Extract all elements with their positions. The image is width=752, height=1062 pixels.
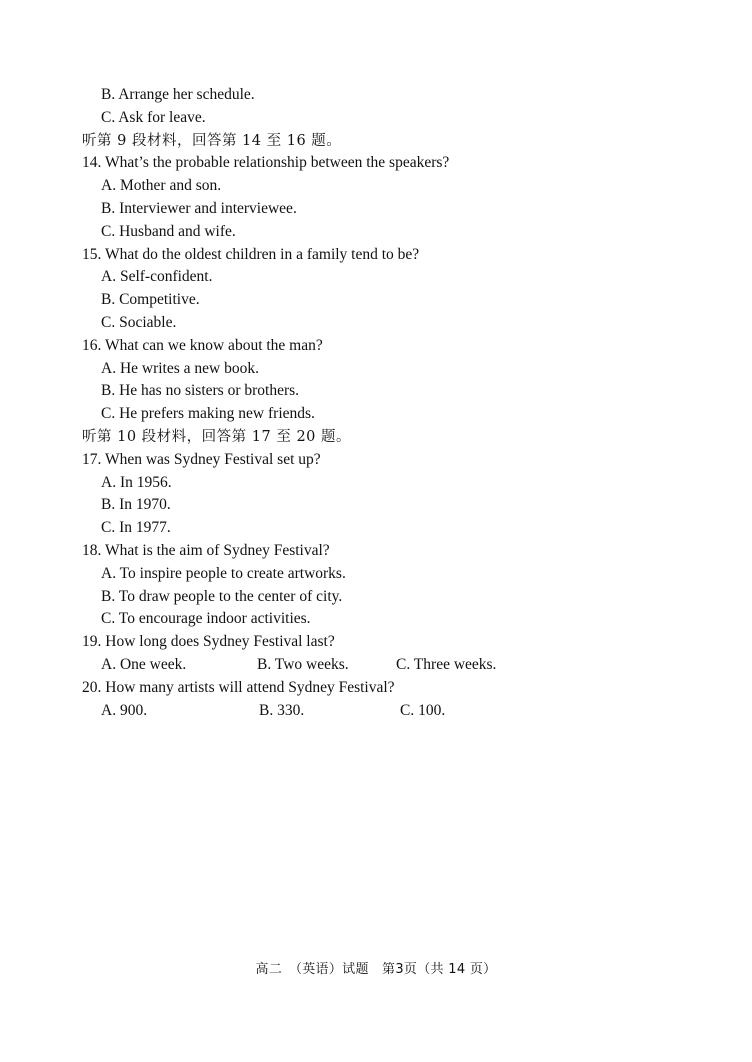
- page-footer: 高二 （英语）试题 第3页（共 14 页）: [255, 962, 497, 977]
- options-20: [82, 700, 722, 723]
- option-20b: B. 330.: [259, 701, 305, 719]
- option-17c: C. In 1977.: [101, 519, 171, 537]
- option-18b: B. To draw people to the center of city.: [101, 587, 343, 605]
- option-16b: B. He has no sisters or brothers.: [101, 382, 300, 400]
- question-list: [82, 84, 722, 722]
- question-17: 17. When was Sydney Festival set up?: [82, 450, 321, 468]
- option-19a: A. One week.: [101, 655, 187, 673]
- option-13b: B. Arrange her schedule.: [101, 86, 255, 103]
- options-19: [82, 654, 722, 677]
- section-9-instruction: 听第 9 段材料，回答第 14 至 16 题。: [82, 132, 342, 149]
- option-15c: C. Sociable.: [101, 313, 177, 331]
- question-16: 16. What can we know about the man?: [82, 336, 323, 354]
- question-15: 15. What do the oldest children in a family tend to be?: [82, 245, 420, 263]
- option-13c: C. Ask for leave.: [101, 108, 206, 126]
- option-14a: A. Mother and son.: [101, 177, 222, 195]
- question-19: 19. How long does Sydney Festival last?: [82, 633, 335, 651]
- option-16a: A. He writes a new book.: [101, 359, 259, 377]
- option-17b: B. In 1970.: [101, 496, 171, 514]
- option-14c: C. Husband and wife.: [101, 222, 236, 240]
- option-19b: B. Two weeks.: [257, 655, 349, 673]
- option-15a: A. Self-confident.: [101, 268, 213, 286]
- option-18c: C. To encourage indoor activities.: [101, 610, 311, 628]
- option-16c: C. He prefers making new friends.: [101, 405, 315, 423]
- option-20a: A. 900.: [101, 701, 148, 719]
- option-20c: C. 100.: [400, 701, 446, 719]
- section-10-instruction: 听第 10 段材料，回答第 17 至 20 题。: [82, 428, 352, 445]
- option-19c: C. Three weeks.: [396, 655, 497, 673]
- option-14b: B. Interviewer and interviewee.: [101, 199, 297, 217]
- option-18a: A. To inspire people to create artworks.: [101, 564, 346, 582]
- question-20: 20. How many artists will attend Sydney Festival?: [82, 678, 395, 696]
- option-15b: B. Competitive.: [101, 291, 200, 309]
- option-17a: A. In 1956.: [101, 473, 172, 491]
- question-18: 18. What is the aim of Sydney Festival?: [82, 541, 330, 559]
- question-14: 14. What’s the probable relationship between the speakers?: [82, 154, 450, 172]
